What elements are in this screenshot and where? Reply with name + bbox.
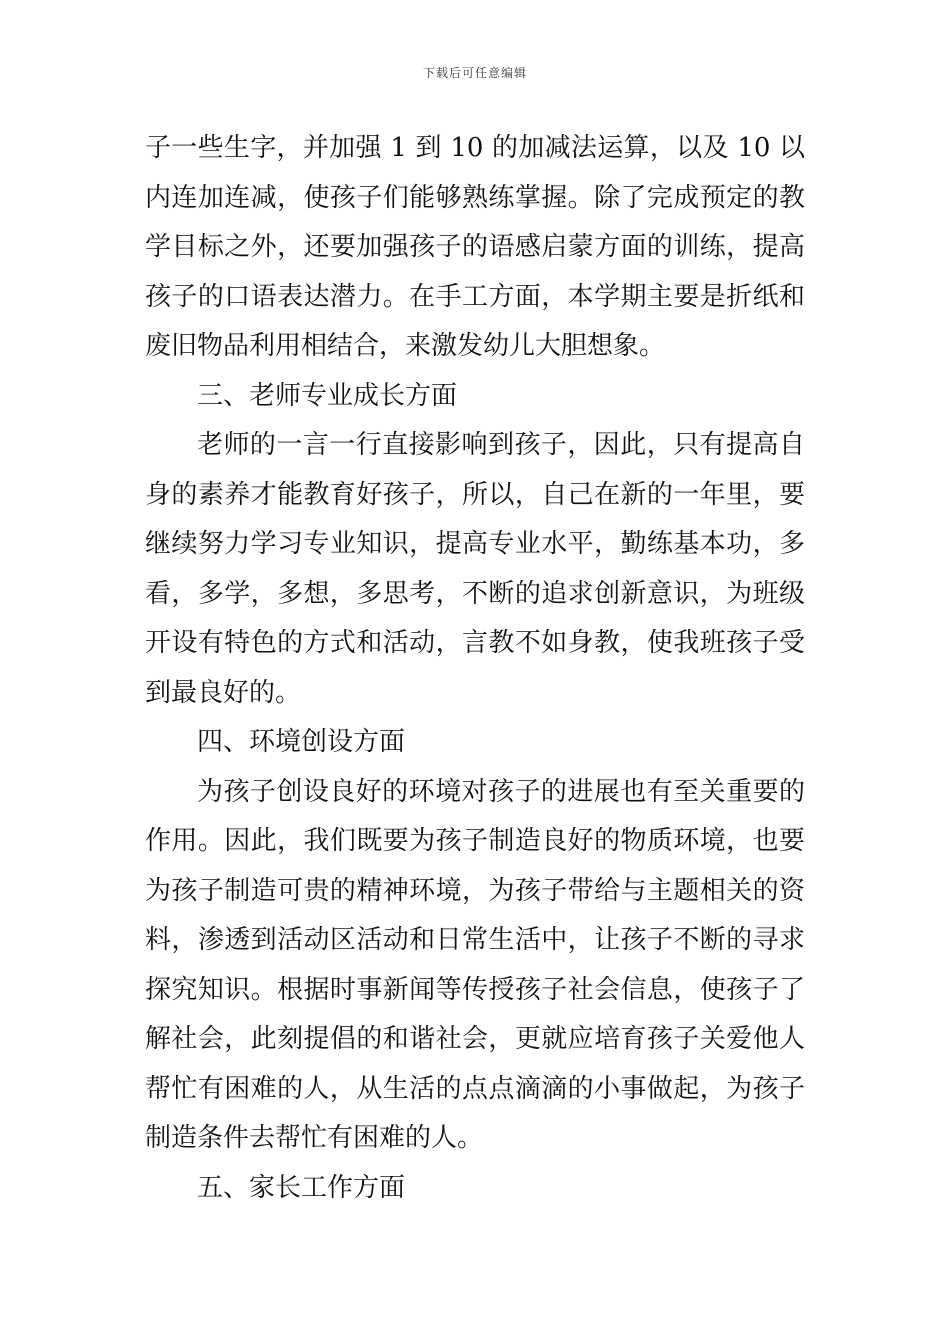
- paragraph-teacher-growth: 老师的一言一行直接影响到孩子，因此，只有提高自身的素养才能教育好孩子，所以，自己在新的一年里，要继续努力学习专业知识，提高专业水平，勤练基本功，多看，多学，多想，多思考，不断的追求创新意识，为班级开设有特色的方式和活动，言教不如身教，使我班孩子受到最良好的。: [145, 430, 805, 708]
- section-heading-parent-work: 五、家长工作方面: [197, 1172, 406, 1203]
- section-heading-teacher-growth: 三、老师专业成长方面: [197, 380, 458, 411]
- section-heading-environment: 四、环境创设方面: [197, 727, 406, 757]
- document-body: [145, 124, 805, 1213]
- paragraph-environment: 为孩子创设良好的环境对孩子的进展也有至关重要的作用。因此，我们既要为孩子制造良好的物质环境，也要为孩子制造可贵的精神环境，为孩子带给与主题相关的资料，渗透到活动区活动和日常生活中，让孩子不断的寻求探究知识。根据时事新闻等传授孩子社会信息，使孩子了解社会，此刻提倡的和谐社会，更就应培育孩子关爱他人帮忙有困难的人，从生活的点点滴滴的小事做起，为孩子制造条件去帮忙有困难的人。: [145, 776, 805, 1153]
- page-header-note: 下载后可任意编辑: [422, 66, 527, 80]
- paragraph-continuation: 子一些生字，并加强 1 到 10 的加减法运算，以及 10 以内连加连减，使孩子们能够熟练掌握。除了完成预定的教学目标之外，还要加强孩子的语感启蒙方面的训练，提高孩子的口语表达潜力。在手工方面，本学期主要是折纸和废旧物品利用相结合，来激发幼儿大胆想象。: [145, 133, 805, 361]
